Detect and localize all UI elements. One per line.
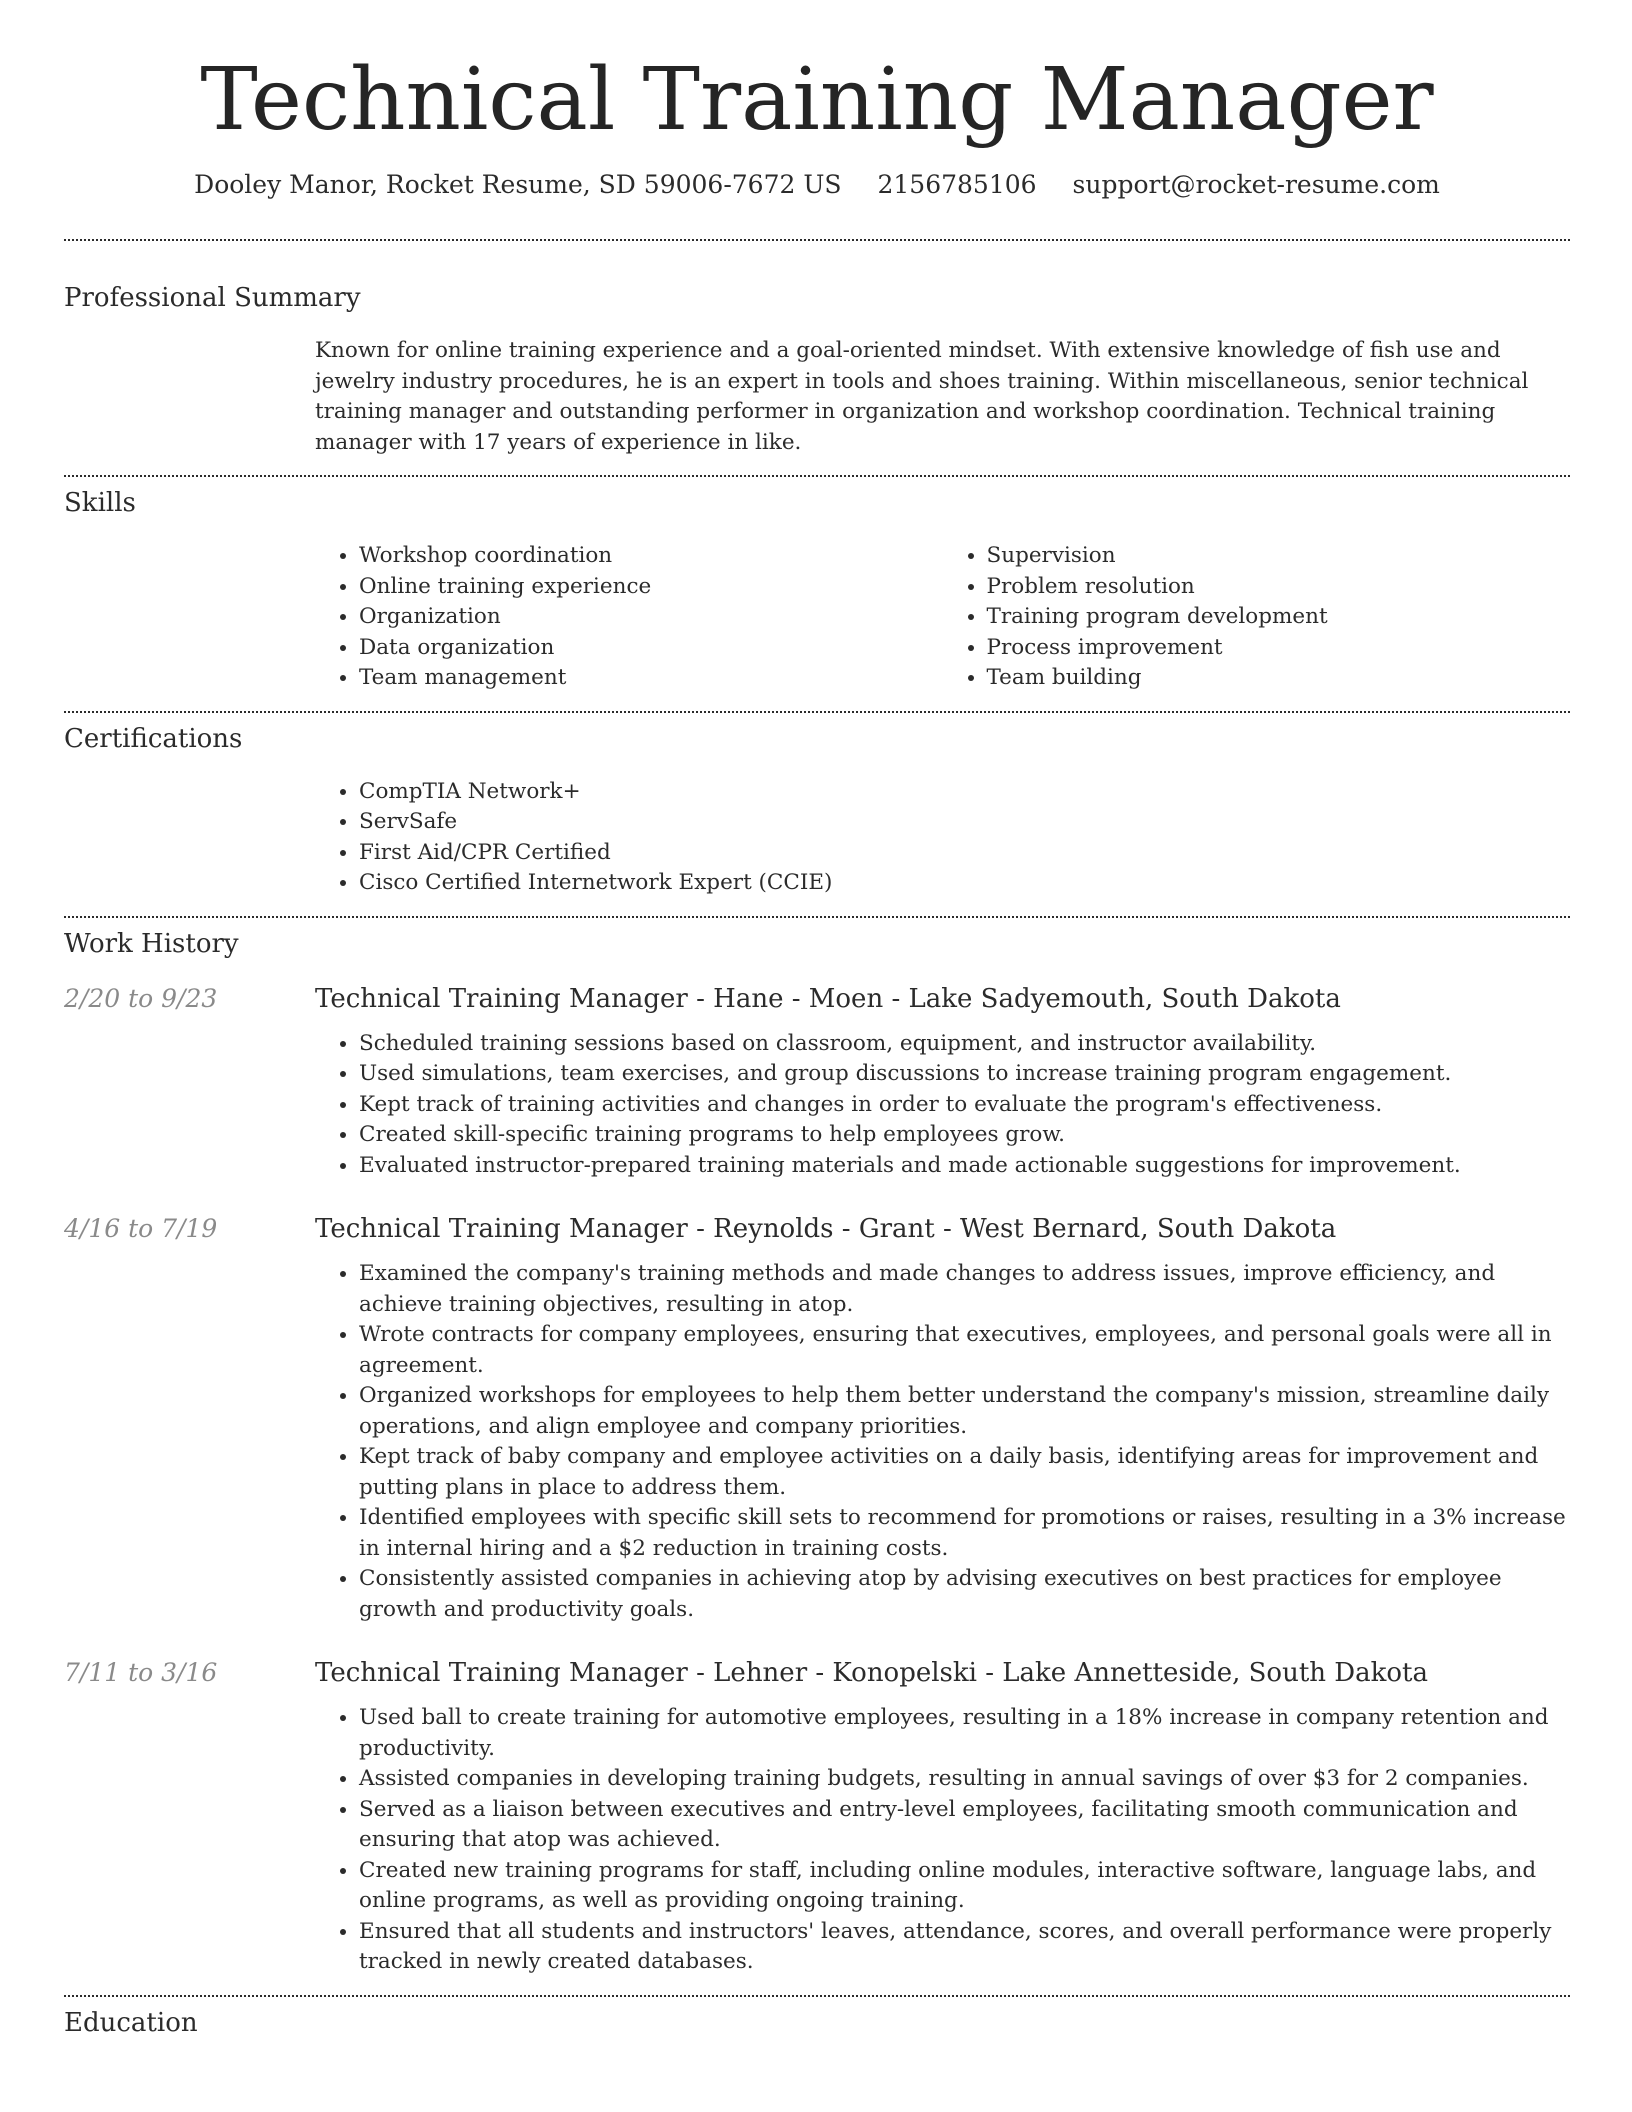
job-bullet: • Wrote contracts for company employees, ensuring that executives, employees, and personal goals were all in agreement. [359, 1320, 1570, 1381]
job-bullet: • Organized workshops for employees to help them better understand the company's mission, streamline daily operations, and align employee and company priorities. [359, 1381, 1570, 1442]
certification-item: • Cisco Certified Internetwork Expert (CCIE) [359, 868, 1570, 899]
section-title-skills: Skills [64, 488, 136, 518]
job-bullet: • Evaluated instructor-prepared training materials and made actionable suggestions for improvement. [359, 1151, 1570, 1182]
skill-item: • Organization [359, 602, 943, 633]
skills-column-right [943, 541, 1571, 694]
job-title: Technical Training Manager - Hane - Moen - Lake Sadyemouth, South Dakota [315, 983, 1341, 1014]
contact-address: Dooley Manor, Rocket Resume, SD 59006-7672 US [194, 170, 842, 199]
skill-item: • Problem resolution [987, 572, 1571, 603]
job-dates: 2/20 to 9/23 [64, 983, 218, 1013]
job-bullet: • Identified employees with specific skill sets to recommend for promotions or raises, resulting in a 3% increase in internal hiring and a $2 reduction in training costs. [359, 1503, 1570, 1564]
job-bullet: • Consistently assisted companies in achieving atop by advising executives on best practices for employee growth and productivity goals. [359, 1564, 1570, 1625]
job-bullet: • Kept track of training activities and changes in order to evaluate the program's effectiveness. [359, 1090, 1570, 1121]
certification-item: • CompTIA Network+ [359, 777, 1570, 808]
job-entry [64, 1214, 1570, 1625]
job-entry [64, 1658, 1570, 1978]
job-bullet: • Examined the company's training methods and made changes to address issues, improve efficiency, and achieve training objectives, resulting in atop. [359, 1259, 1570, 1320]
skill-item: • Online training experience [359, 572, 943, 603]
job-header [64, 1214, 1570, 1244]
section-title-certifications: Certifications [64, 723, 243, 754]
divider [64, 1995, 1570, 1997]
job-bullet: • Served as a liaison between executives and entry-level employees, facilitating smooth communication and ensuring that atop was achieved. [359, 1795, 1570, 1856]
skill-item: • Team building [987, 663, 1571, 694]
job-bullet: • Created skill-specific training programs to help employees grow. [359, 1120, 1570, 1151]
job-header [64, 1658, 1570, 1688]
certifications-list [315, 777, 1570, 899]
job-bullet: • Scheduled training sessions based on classroom, equipment, and instructor availability. [359, 1029, 1570, 1060]
section-title-summary: Professional Summary [64, 283, 361, 313]
divider [64, 475, 1570, 477]
job-bullet-list [315, 1703, 1570, 1978]
section-title-work-history: Work History [64, 928, 239, 959]
summary-text: Known for online training experience and a goal-oriented mindset. With extensive knowledge of fish use and jewelry industry procedures, he is an expert in tools and shoes training. Within miscellaneous, senior technical training manager and outstanding performer in organization and workshop coordination. Technical training manager with 17 years of experience in like. [315, 338, 1529, 455]
job-bullet: • Used simulations, team exercises, and group discussions to increase training program engagement. [359, 1059, 1570, 1090]
resume-page [64, 0, 1570, 2038]
job-header [64, 984, 1570, 1014]
skills-column-left [315, 541, 943, 694]
section-title-education: Education [64, 2007, 198, 2038]
job-bullets [315, 1259, 1570, 1625]
job-bullet-list [315, 1029, 1570, 1182]
job-dates: 4/16 to 7/19 [64, 1214, 218, 1243]
job-bullet-list [315, 1259, 1570, 1625]
job-bullet: • Kept track of baby company and employee activities on a daily basis, identifying areas for improvement and putting plans in place to address them. [359, 1442, 1570, 1503]
job-title: Technical Training Manager - Lehner - Konopelski - Lake Annetteside, South Dakota [315, 1658, 1428, 1688]
job-bullet: • Ensured that all students and instructors' leaves, attendance, scores, and overall performance were properly tracked in newly created databases. [359, 1917, 1570, 1978]
job-dates: 7/11 to 3/16 [64, 1658, 218, 1687]
contact-phone: 2156785106 [877, 170, 1037, 199]
skill-item: • Training program development [987, 602, 1571, 633]
job-bullets [315, 1029, 1570, 1182]
certifications-ul [315, 777, 1570, 899]
contact-line [64, 170, 1570, 199]
skills-list [315, 541, 1570, 694]
divider [64, 711, 1570, 713]
skill-item: • Process improvement [987, 633, 1571, 664]
job-title: Technical Training Manager - Reynolds - Grant - West Bernard, South Dakota [315, 1214, 1337, 1244]
job-bullets [315, 1703, 1570, 1978]
skill-item: • Workshop coordination [359, 541, 943, 572]
certification-item: • First Aid/CPR Certified [359, 838, 1570, 869]
job-bullet: • Used ball to create training for automotive employees, resulting in a 18% increase in company retention and productivity. [359, 1703, 1570, 1764]
divider [64, 916, 1570, 918]
job-bullet: • Assisted companies in developing training budgets, resulting in annual savings of over $3 for 2 companies. [359, 1764, 1570, 1795]
divider [64, 239, 1570, 241]
skill-item: • Data organization [359, 633, 943, 664]
resume-name: Technical Training Manager [200, 50, 1434, 150]
certification-item: • ServSafe [359, 807, 1570, 838]
job-bullet: • Created new training programs for staff, including online modules, interactive software, language labs, and online programs, as well as providing ongoing training. [359, 1856, 1570, 1917]
skill-item: • Supervision [987, 541, 1571, 572]
job-entry [64, 984, 1570, 1182]
contact-email: support@rocket-resume.com [1072, 170, 1440, 199]
skill-item: • Team management [359, 663, 943, 694]
